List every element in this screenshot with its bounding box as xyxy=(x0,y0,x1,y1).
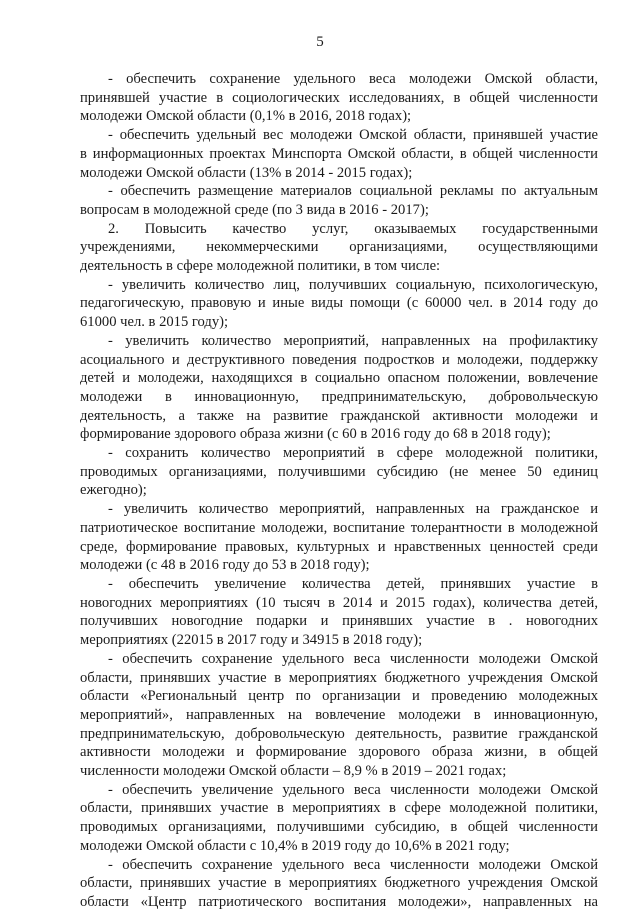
paragraph xyxy=(80,220,598,276)
text-line: проводимых организациями, получившими субсидию (не менее 50 единиц xyxy=(80,463,598,480)
text-line: среде, формирование правовых, культурных и нравственных ценностей среди xyxy=(80,538,598,555)
text-line: 61000 чел. в 2015 году); xyxy=(80,314,229,331)
paragraph xyxy=(80,182,598,219)
text-line: - сохранить количество мероприятий в сфере молодежной политики, xyxy=(108,445,598,462)
text-line: молодежи Омской области с 10,4% в 2019 году до 10,6% в 2021 году; xyxy=(80,837,510,854)
text-line: молодежи Омской области (13% в 2014 - 2015 годах); xyxy=(80,164,413,181)
text-line: области, принявших участие в мероприятиях в сфере молодежной политики, xyxy=(80,800,598,817)
text-line: деятельность, а также на развитие гражданской активности молодежи и xyxy=(80,407,598,424)
text-line: - обеспечить удельный вес молодежи Омской области, принявшей участие xyxy=(108,127,598,144)
text-line: области, принявших участие в мероприятиях бюджетного учреждения Омской xyxy=(80,669,598,686)
paragraph xyxy=(80,276,598,332)
text-line: численности молодежи Омской области – 8,9 % в 2019 – 2021 годах; xyxy=(80,763,507,780)
text-line: молодежи в инновационную, предпринимательскую, добровольческую xyxy=(80,388,598,405)
text-line: ежегодно); xyxy=(80,482,147,499)
text-line: учреждениями, некоммерческими организациями, осуществляющими xyxy=(80,239,598,256)
text-line: - обеспечить увеличение количества детей, принявших участие в xyxy=(108,575,598,592)
text-line: деятельность в сфере молодежной политики, в том числе: xyxy=(80,258,441,275)
paragraph xyxy=(80,500,598,575)
text-line: проводимых организациями, получившими субсидию, в общей численности xyxy=(80,819,598,836)
document-body xyxy=(80,70,598,912)
text-line: педагогическую, правовую и иные виды помощи (с 60000 чел. в 2014 году до xyxy=(80,295,598,312)
text-line: формирование здорового образа жизни (с 60 в 2016 году до 68 в 2018 году); xyxy=(80,426,551,443)
text-line: молодежи (с 48 в 2016 году до 53 в 2018 году); xyxy=(80,557,370,574)
text-line: области, принявших участие в мероприятиях бюджетного учреждения Омской xyxy=(80,875,598,892)
text-line: - обеспечить сохранение удельного веса численности молодежи Омской xyxy=(108,856,598,873)
text-line: принявшей участие в социологических исследованиях, в общей численности xyxy=(80,89,598,106)
paragraph xyxy=(80,332,598,444)
text-line: предпринимательскую, добровольческую деятельность, развитие гражданской xyxy=(80,725,598,742)
text-line: - увеличить количество лиц, получивших социальную, психологическую, xyxy=(108,276,598,293)
text-line: активности молодежи и формирование здорового образа жизни, в общей xyxy=(80,744,598,761)
text-line: - обеспечить сохранение удельного веса молодежи Омской области, xyxy=(108,71,598,87)
text-line: - обеспечить размещение материалов социальной рекламы по актуальным xyxy=(108,183,598,200)
paragraph xyxy=(80,856,598,912)
paragraph xyxy=(80,781,598,856)
text-line: мероприятий», направленных на вовлечение молодежи в инновационную, xyxy=(80,706,598,723)
text-line: в информационных проектах Минспорта Омской области, в общей численности xyxy=(80,145,598,162)
text-line: детей и молодежи, находящихся в социально опасном положении, вовлечение xyxy=(80,370,598,387)
text-line: молодежи Омской области (0,1% в 2016, 2018 годах); xyxy=(80,108,412,125)
text-line: - увеличить количество мероприятий, направленных на гражданское и xyxy=(108,501,598,518)
text-line: области «Региональный центр по организации и проведению молодежных xyxy=(80,688,598,705)
text-line: - обеспечить сохранение удельного веса численности молодежи Омской xyxy=(108,650,598,667)
page-number: 5 xyxy=(316,34,324,50)
paragraph xyxy=(80,126,598,182)
text-line: области «Центр патриотического воспитания молодежи», направленных на xyxy=(80,893,598,910)
text-line: 2. Повысить качество услуг, оказываемых государственными xyxy=(108,220,598,237)
text-line: асоциального и деструктивного поведения подростков и молодежи, поддержку xyxy=(80,351,598,368)
text-line: мероприятиях (22015 в 2017 году и 34915 в 2018 году); xyxy=(80,632,423,649)
text-line: патриотическое воспитание молодежи, воспитание толерантности в молодежной xyxy=(80,519,598,536)
text-line: новогодних мероприятиях (10 тысяч в 2014 и 2015 годах), количества детей, xyxy=(80,594,598,611)
text-line: получивших новогодние подарки и принявших участие в . новогодних xyxy=(80,613,598,630)
paragraph xyxy=(80,575,598,650)
paragraph xyxy=(80,444,598,500)
paragraph xyxy=(80,70,598,126)
text-line: - обеспечить увеличение удельного веса численности молодежи Омской xyxy=(108,781,598,798)
text-line: - увеличить количество мероприятий, направленных на профилактику xyxy=(108,332,598,349)
paragraph xyxy=(80,650,598,781)
text-line: вопросам в молодежной среде (по 3 вида в 2016 - 2017); xyxy=(80,201,429,218)
